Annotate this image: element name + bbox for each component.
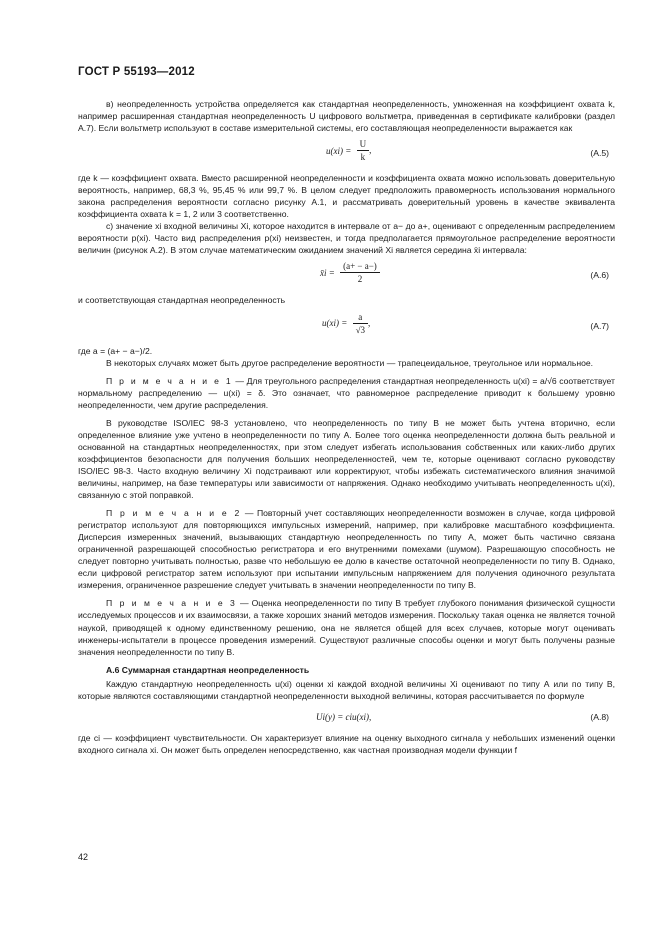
page-number: 42 (78, 852, 89, 862)
paragraph-b: в) неопределенность устройства определяется как стандартная неопределенность, умноженная на коэффициент охвата k, например расширенная стандартная неопределенность U цифрового вольтметра, приведенная в сертификате калибровки (раздел А.7). Если вольтметр используют в составе измерительной системы, его составляющая неопределенности выражается как (78, 99, 615, 134)
paragraph-iso-iec: В руководстве ISO/IEC 98-3 установлено, что неопределенность по типу В не может быть учтена вторично, если определенное влияние уже учтено в неопределенности по типу А. Более того оценка неопределенности должна быть реальной и основанной на стандартных неопределенностях, при этом следует избегать использования собственных или каких-либо других коэффициентов безопасности для получения больших неопределенностей, чем те, которые оценивают согласно руководству ISO/IEC 98-3. Часто входную величину Xi подстраивают или корректируют, чтобы избежать систематического влияния значимой величины, например, на базе температуры или зависимости от напряжения. Однако необходимо учитывать неопределенность u(xi), связанную с этой поправкой. (78, 417, 615, 501)
formula-a7-number: (А.7) (590, 320, 609, 331)
paragraph-c: с) значение xi входной величины Xi, которое находится в интервале от a− до a+, оценивают с определенным распределением вероятности p(xi). Часто вид распределения p(xi) неизвестен, и тогда предполагается прямоугольное распределение вероятности величин (рисунок А.2). В этом случае математическим ожиданием значений Xi является середина x̄i интервала: (78, 221, 615, 256)
note-3-label: П р и м е ч а н и е 3 (106, 598, 237, 609)
formula-a6-denominator: 2 (357, 274, 363, 285)
note-2-text: — Повторный учет составляющих неопределенности возможен в случае, когда цифровой регистратор используют для повторяющихся импульсных измерений, например, при калибровке масштабного коэффициента. Дисперсия измеренных значений, вызывающих стандартную неопределенность по типу А, может быть частично связана ограниченной разрешающей способностью регистратора и его внутренними помехами (шумом). Разрешающую способность не следует повторно учитывать полностью, разве что небольшую ее долю в качестве остаточной неопределенности по типу В. Однако, если цифровой регистратор затем используют при испытании импульсным напряжением для получения одиночного результата измерения, ограниченное разрешение следует учитывать в значении неопределенности по типу В. (78, 508, 615, 591)
formula-a6-lhs: x̄i = (320, 268, 335, 279)
formula-a5-tail: , (369, 145, 372, 156)
formula-a7-denominator: √3 (355, 324, 366, 335)
paragraph-sensitivity-coefficient: где ci — коэффициент чувствительности. Он характеризует влияние на оценку выходного сигнала y небольших изменений оценки входного сигнала xi. Он может быть определен непосредственно, как частная производная модели функции f (78, 732, 615, 755)
formula-a8-expression: Ui(y) = ciu(xi), (316, 711, 372, 722)
note-1-label: П р и м е ч а н и е 1 (106, 375, 233, 386)
paragraph-other-distributions: В некоторых случаях может быть другое распределение вероятности — трапецеидальное, треугольное или нормальное. (106, 357, 594, 368)
formula-a5-lhs: u(xi) = (326, 146, 352, 157)
note-3 (78, 597, 615, 657)
formula-a7-fraction (353, 311, 371, 337)
paragraph-a-definition: где a = (a+ − a−)/2. (78, 345, 153, 356)
formula-a6 (78, 260, 615, 290)
formula-a5 (78, 138, 615, 168)
paragraph-combined-uncertainty: Каждую стандартную неопределенность u(xi) оценки xi каждой входной величины Xi оценивают по типу А или по типу В, которые являются составляющими стандартной неопределенности выходной величины, которая рассчитывается по формуле (78, 678, 615, 701)
formula-a5-denominator: k (360, 152, 366, 163)
formula-a5-fraction (357, 138, 370, 164)
paragraph-k-definition: где k — коэффициент охвата. Вместо расширенной неопределенности и коэффициента охвата можно использовать доверительную вероятность, например, 68,3 %, 95,45 % или 99,7 %. В целом следует предположить правомерность использования нормального закона распределения вероятности согласно рисунку А.1, и рассматривать доверительный уровень в качестве эквивалента коэффициента охвата k = 1, 2 или 3 соответственно. (78, 173, 615, 220)
formula-a7-tail: , (368, 317, 371, 328)
formula-a5-numerator: U (357, 138, 370, 151)
formula-a6-fraction (340, 260, 380, 286)
formula-a6-number: (А.6) (590, 270, 609, 281)
paragraph-standard-uncertainty: и соответствующая стандартная неопределенность (78, 295, 286, 306)
formula-a8-number: (А.8) (590, 711, 609, 722)
formula-a6-numerator: (a+ − a−) (340, 260, 380, 273)
note-2 (78, 507, 615, 591)
formula-a7-numerator: a (353, 311, 368, 324)
formula-a7-lhs: u(xi) = (322, 318, 348, 329)
note-2-label: П р и м е ч а н и е 2 (106, 508, 242, 519)
note-1 (78, 375, 615, 411)
formula-a7 (78, 311, 615, 341)
formula-a8 (78, 706, 615, 728)
note-3-text: — Оценка неопределенности по типу В требует глубокого понимания физической сущности исследуемых процессов и их взаимосвязи, а также хороших знаний методов измерения. Поскольку такая оценка не является точной наукой, приводящей к одному единственному решению, она не является общей для всех случаев, которые могут оценивать инженеры-испытатели в процессе проведения измерений. Существуют различные способы оценки и могут быть получены разные значения неопределенности по типу В. (78, 598, 615, 657)
page-content (78, 98, 615, 756)
section-title-a6: А.6 Суммарная стандартная неопределенность (106, 664, 310, 675)
note-1-text: — Для треугольного распределения стандартная неопределенность u(xi) = a/√6 соответствует нормальному распределению — u(xi) = δ. Это означает, что равномерное распределение приводит к большему уровню неопределенности, чем другие распределения. (78, 375, 615, 410)
document-header: ГОСТ Р 55193—2012 (78, 66, 195, 78)
formula-a5-number: (А.5) (590, 148, 609, 159)
